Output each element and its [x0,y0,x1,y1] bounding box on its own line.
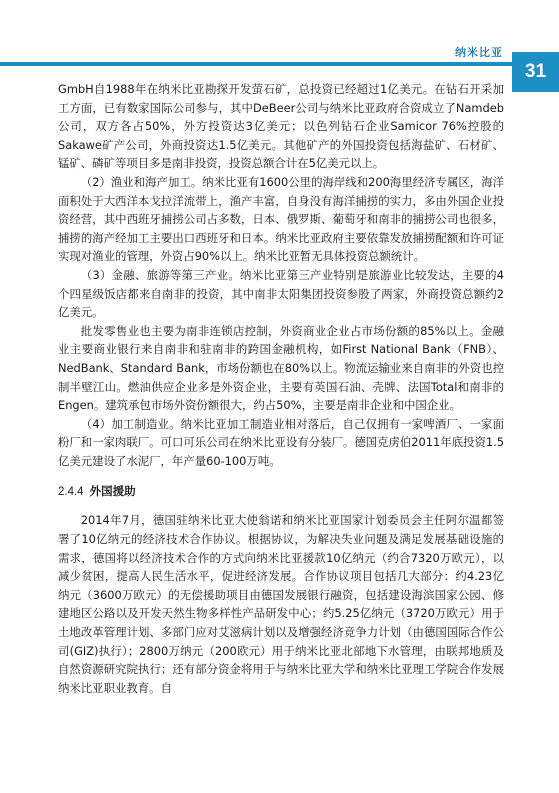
paragraph-finance-tourism: （3）金融、旅游等第三产业。纳米比亚第三产业特别是旅游业比较发达，主要的4个四星级饭店都来自南非的投资，其中南非太阳集团投资参股了两家，外商投资总额约2亿美元。 [58,267,504,320]
page-body [58,80,504,697]
paragraph-manufacturing: （4）加工制造业。纳米比亚加工制造业相对落后，自己仅拥有一家啤酒厂、一家面粉厂和一家肉联厂。可口可乐公司在纳米比亚设有分装厂。德国克虏伯2011年底投资1.5亿美元建设了水泥厂，年产量60-100万吨。 [58,416,504,468]
section-number: 2.4.4 [58,486,84,499]
page-number: 31 [512,52,559,92]
running-section-title: 纳米比亚 [455,46,503,59]
header-rule [0,62,512,66]
paragraph-foreign-aid: 2014年7月，德国驻纳米比亚大使翁诺和纳米比亚国家计划委员会主任阿尔温都签署了10亿纳元的经济技术合作协议。根据协议，为解决失业问题及满足发展基础设施的需求，德国将以经济技术合作的方式向纳米比亚援款10亿纳元（约合7320万欧元），以减少贫困，提高人民生活水平，促进经济发展。合作协议项目包括几大部分：约4.23亿纳元（3600万欧元）的无偿援助项目由德国发展银行融资，包括建设海滨国家公园、修建地区公路以及开发天然生物多样性产品研发中心；约5.25亿纳元（3720万欧元）用于土地改革管理计划、多部门应对艾滋病计划以及增强经济竞争力计划（由德国国际合作公司(GIZ)执行）；2800万纳元（200欧元）用于纳米比亚北部地下水管理，由联邦地质及自然资源研究院执行；还有部分资金将用于与纳米比亚大学和纳米比亚理工学院合作发展纳米比亚职业教育。自 [58,513,504,695]
paragraph-retail: 批发零售业也主要为南非连锁店控制，外资商业企业占市场份额的85%以上。金融业主要商业银行来自南非和驻南非的跨国金融机构，如First National Bank（FNB）、NedBank、Standard Bank，市场份额也在80%以上。物流运输业来自南非的外资也控制半壁江山。燃油供应企业多是外资企业，主要有英国石油、壳牌、法国Total和南非的Engen。建筑承包市场外资份额很大，约占50%，主要是南非企业和中国企业。 [58,323,504,413]
section-heading [58,482,504,501]
paragraph-mining-investment: GmbH自1988年在纳米比亚勘探开发萤石矿，总投资已经超过1亿美元。在钻石开采加工方面，已有数家国际公司参与，其中DeBeer公司与纳米比亚政府合资成立了Namdeb公司，双方各占50%，外方投资达3亿美元；以色列钻石企业Samicor 76%控股的Sakawe矿产公司，外商投资达1.5亿美元。其他矿产的外国投资包括海盐矿、石材矿、锰矿、磷矿等项目多是南非投资，投资总额合计在5亿美元以上。 [58,82,504,171]
section-title: 外国援助 [89,484,136,499]
page-header [0,0,559,92]
paragraph-fishery: （2）渔业和海产加工。纳米比亚有1600公里的海岸线和200海里经济专属区，海洋面积处于大西洋本戈拉洋流带上，渔产丰富，自身没有海洋捕捞的实力，多由外国企业投资经营，其中西班牙捕捞公司占多数，日本、俄罗斯、葡萄牙和南非的捕捞公司也很多，捕捞的海产经加工主要出口西班牙和日本。纳米比亚政府主要依靠发放捕捞配额和许可证实现对渔业的管理，外资占90%以上。纳米比亚暂无具体投资总额统计。 [58,174,504,264]
